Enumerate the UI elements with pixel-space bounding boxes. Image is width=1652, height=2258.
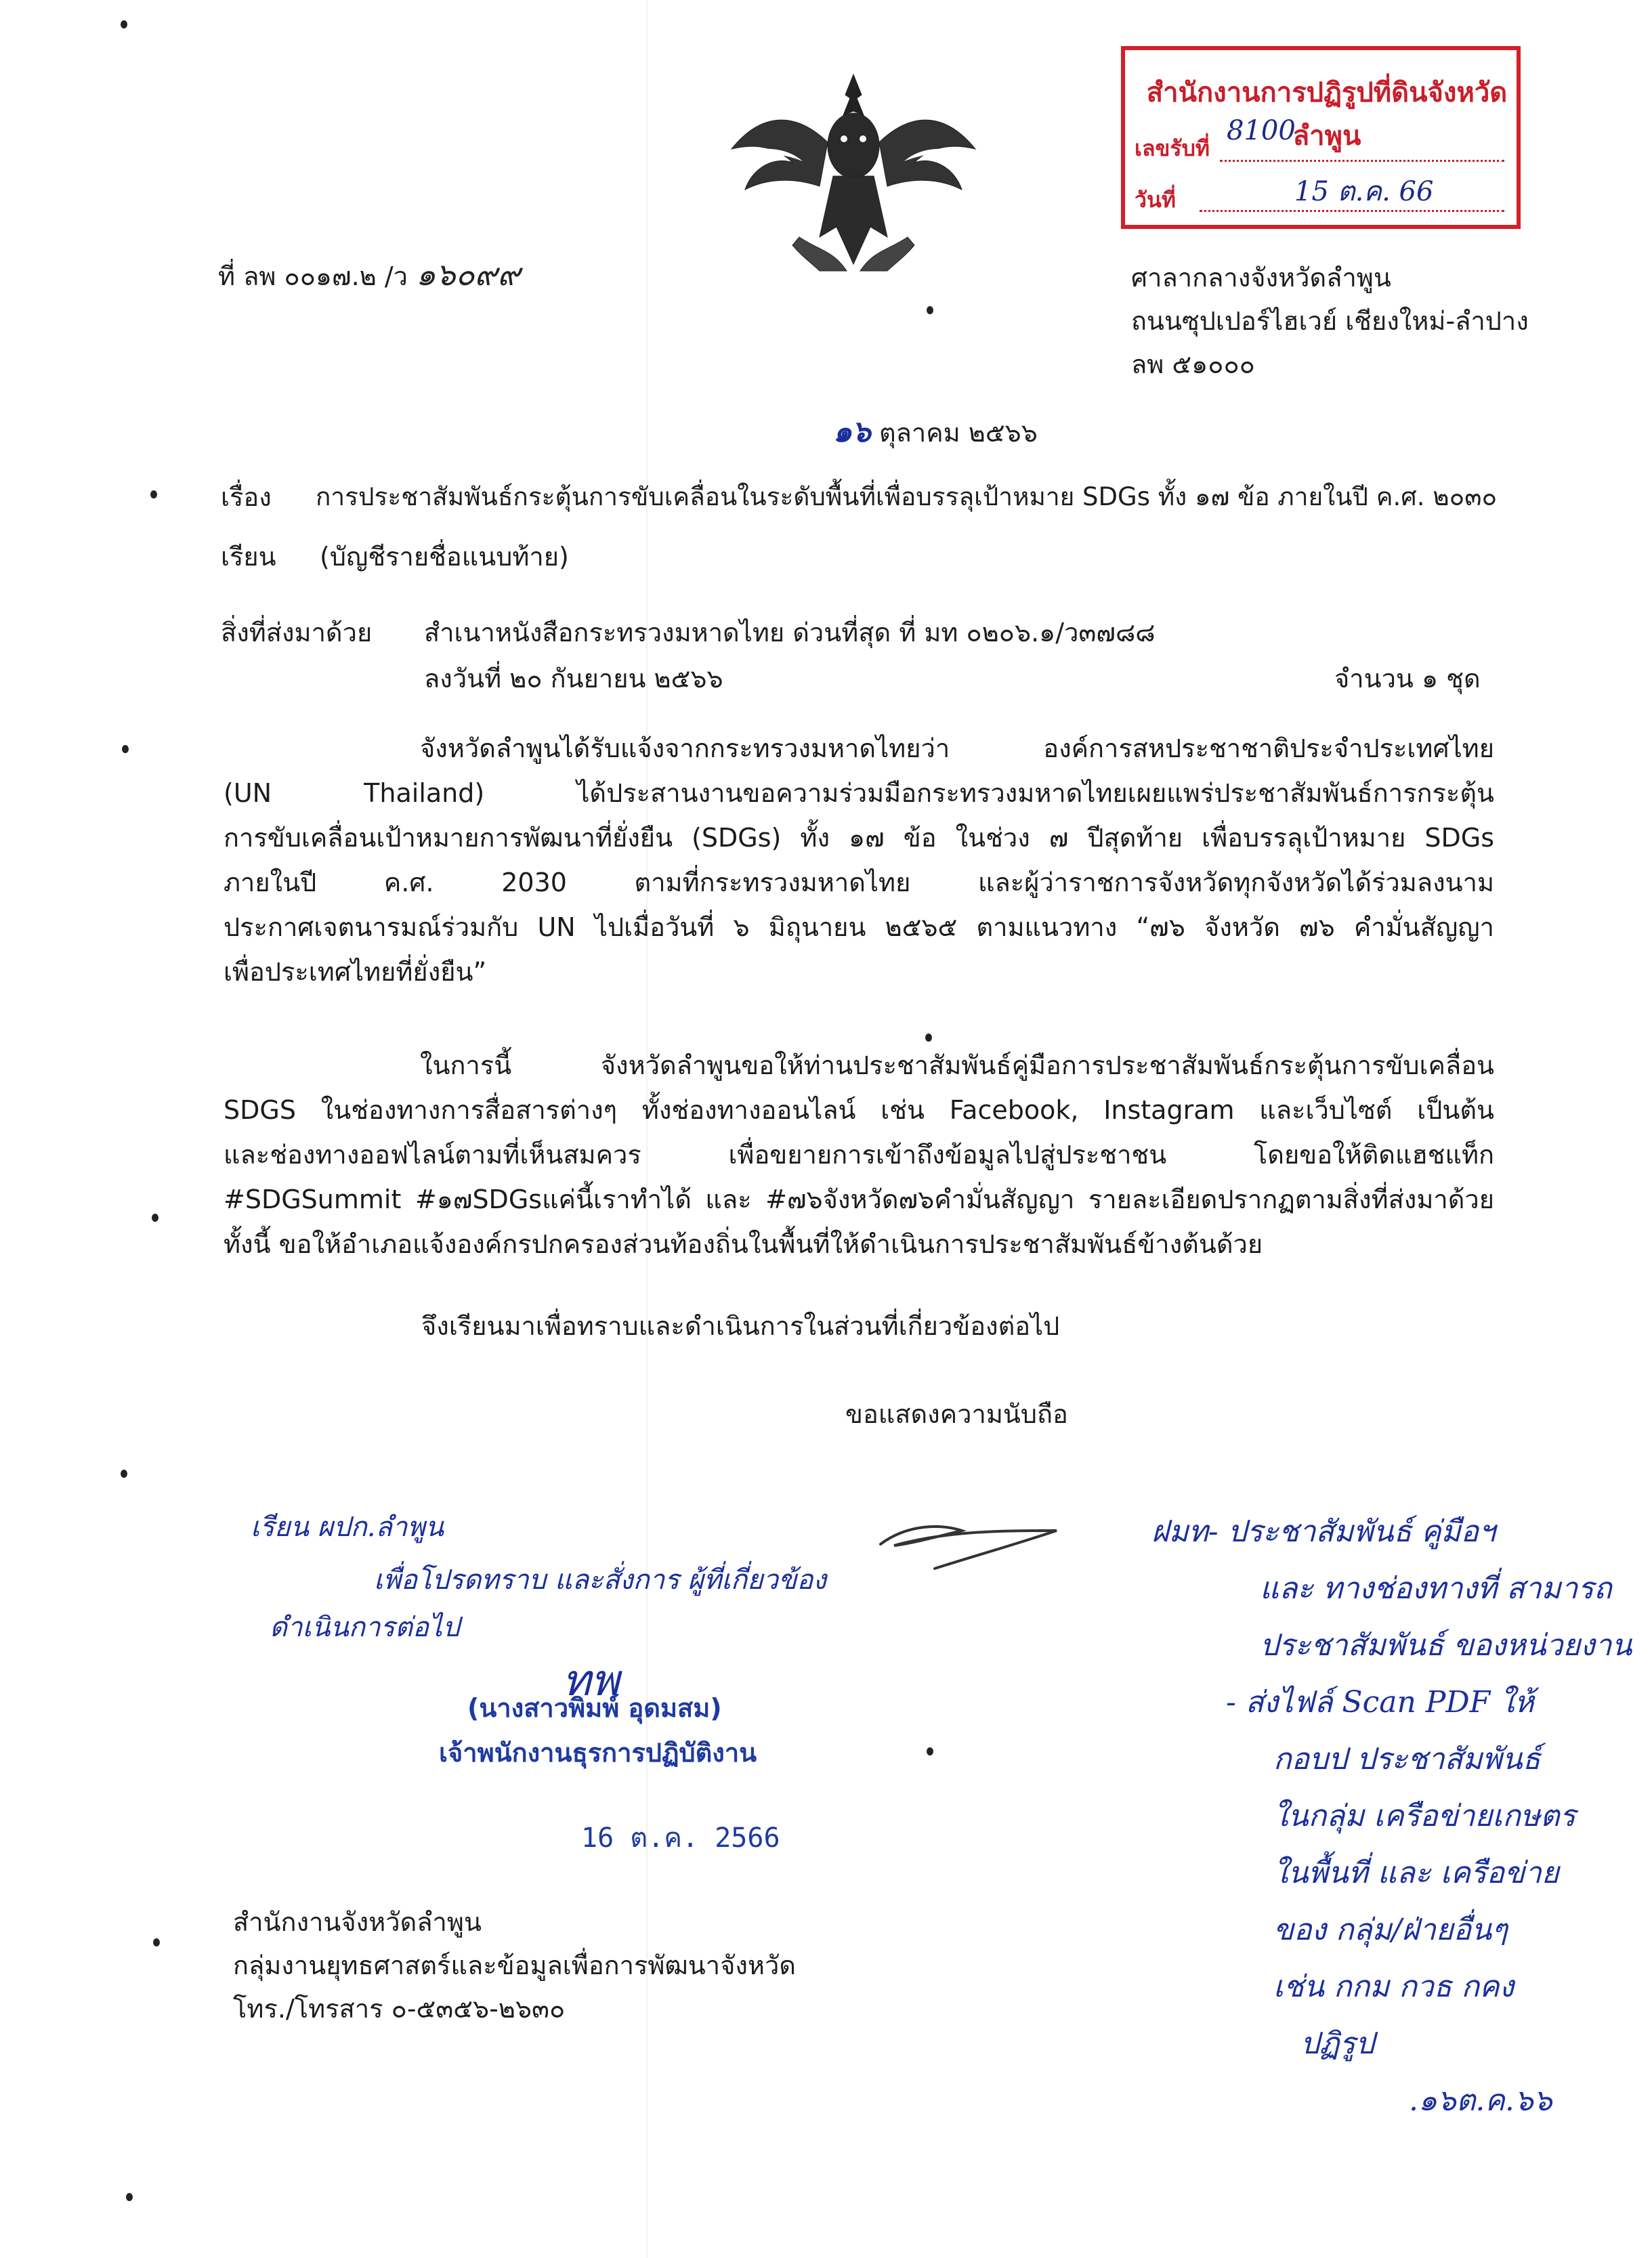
paragraph-2-line: ทั้งนี้ ขอให้อำเภอแจ้งองค์กรปกครองส่วนท้องถิ่นในพื้นที่ให้ดำเนินการประชาสัมพันธ์ข้างต้นด้วย	[224, 1229, 1263, 1259]
enclosure-label: สิ่งที่ส่งมาด้วย	[221, 618, 373, 647]
signatory-position: เจ้าพนักงานธุรการปฏิบัติงาน	[439, 1738, 757, 1768]
paragraph-2-line: #SDGSummit #๑๗SDGsแค่นี้เราทำได้ และ #๗๖จังหวัด๗๖คำมั่นสัญญา รายละเอียดปรากฏตามสิ่งที่ส่งมาด้วย	[224, 1185, 1494, 1214]
handwritten-instruction-line: เช่น กกม กวธ กคง	[1273, 1969, 1514, 2004]
recipient-text: (บัญชีรายชื่อแนบท้าย)	[320, 542, 569, 572]
reception-stamp	[1121, 46, 1521, 229]
reference-number-line	[218, 256, 520, 293]
address-line-2: ถนนซุปเปอร์ไฮเวย์ เชียงใหม่-ลำปาง	[1131, 306, 1529, 336]
address-line-3: ลพ ๕๑๐๐๐	[1131, 349, 1255, 379]
document-date-day: ๑๖	[833, 414, 871, 449]
stamp-title: สำนักงานการปฏิรูปที่ดินจังหวัดลำพูน	[1146, 77, 1508, 152]
paragraph-1-line: จังหวัดลำพูนได้รับแจ้งจากกระทรวงมหาดไทยว่า องค์การสหประชาชาติประจำประเทศไทย	[420, 733, 1494, 763]
reference-number: ๑๖๐๙๙	[416, 256, 520, 293]
paragraph-1-line: เพื่อประเทศไทยที่ยั่งยืน”	[224, 957, 487, 987]
paragraph-1-line: ประกาศเจตนารมณ์ร่วมกับ UN ไปเมื่อวันที่ ๖ มิถุนายน ๒๕๖๕ ตามแนวทาง “๗๖ จังหวัด ๗๖ คำมั่นสัญญา	[224, 912, 1495, 942]
scan-speck	[126, 2193, 133, 2201]
paragraph-2-line: และช่องทางออฟไลน์ตามที่เห็นสมควร เพื่อขยายการเข้าถึงข้อมูลไปสู่ประชาชน โดยขอให้ติดแฮชแท็ก	[224, 1140, 1494, 1170]
subject-text: การประชาสัมพันธ์กระตุ้นการขับเคลื่อนในระดับพื้นที่เพื่อบรรลุเป้าหมาย SDGs ทั้ง ๑๗ ข้อ ภายในปี ค.ศ. ๒๐๓๐	[316, 482, 1498, 511]
scan-speck	[122, 745, 129, 753]
signatory-name: (นางสาวพิมพ์ อุดมสม)	[467, 1693, 722, 1723]
paragraph-1-line: ภายในปี ค.ศ. 2030 ตามที่กระทรวงมหาดไทย และผู้ว่าราชการจังหวัดทุกจังหวัดได้ร่วมลงนาม	[224, 868, 1494, 897]
footer-phone: โทร./โทรสาร ๐-๕๓๕๖-๒๖๓๐	[233, 1994, 566, 2024]
document-date	[833, 414, 1038, 450]
document-date-month-year: ตุลาคม ๒๕๖๖	[878, 418, 1038, 448]
scan-speck	[927, 1747, 933, 1755]
paragraph-1-line: (UN Thailand) ได้ประสานงานขอความร่วมมือกระทรวงมหาดไทยเผยแพร่ประชาสัมพันธ์การกระตุ้น	[224, 778, 1494, 808]
body-paragraph-2	[224, 1043, 1494, 1266]
footer-office: สำนักงานจังหวัดลำพูน	[233, 1907, 482, 1937]
handwritten-instruction-line: ประชาสัมพันธ์ ของหน่วยงาน	[1260, 1628, 1632, 1663]
handwritten-instruction-line: ของ กลุ่ม/ฝ่ายอื่นๆ	[1273, 1913, 1508, 1947]
handwritten-instruction-line: ในพื้นที่ และ เครือข่าย	[1273, 1856, 1559, 1890]
scan-speck	[121, 20, 127, 28]
handwritten-instructions	[1151, 1504, 1632, 2129]
stamp-receive-label: เลขรับที่	[1135, 135, 1210, 161]
handwritten-note-line-2: เพื่อโปรดทราบ และสั่งการ ผู้ที่เกี่ยวข้อง	[374, 1564, 826, 1596]
garuda-emblem	[718, 68, 989, 284]
handwritten-instruction-line: - ส่งไฟล์ Scan PDF ให้	[1226, 1685, 1534, 1720]
paragraph-2-line: ในการนี้ จังหวัดลำพูนขอให้ท่านประชาสัมพันธ์คู่มือการประชาสัมพันธ์กระตุ้นการขับเคลื่อน	[420, 1050, 1494, 1080]
handwritten-instruction-line: ฝมท- ประชาสัมพันธ์ คู่มือฯ	[1151, 1514, 1496, 1549]
handwritten-note-line-3: ดำเนินการต่อไป	[270, 1612, 460, 1643]
scan-speck	[150, 490, 157, 498]
enclosure-line-1: สำเนาหนังสือกระทรวงมหาดไทย ด่วนที่สุด ที่ มท ๐๒๐๖.๑/ว๓๗๘๘	[424, 618, 1156, 647]
footer-division: กลุ่มงานยุทธศาสตร์และข้อมูลเพื่อการพัฒนาจังหวัด	[233, 1951, 796, 1980]
handwritten-instruction-line: ปฏิรูป	[1300, 2026, 1375, 2061]
stamp-date-label: วันที่	[1135, 187, 1176, 213]
scan-speck	[153, 1938, 160, 1946]
recipient-label: เรียน	[221, 542, 276, 572]
stamp-receive-number: 8100	[1227, 115, 1296, 146]
address-line-1: ศาลากลางจังหวัดลำพูน	[1131, 263, 1391, 293]
handwritten-instruction-line: กอบป ประชาสัมพันธ์	[1273, 1742, 1541, 1776]
stamp-receive-line	[1220, 160, 1504, 162]
stamp-date-value: 15 ต.ค. 66	[1294, 176, 1434, 207]
handwritten-initials: ทพ	[562, 1656, 620, 1706]
closing-phrase: ขอแสดงความนับถือ	[845, 1399, 1068, 1429]
scan-speck	[927, 306, 933, 314]
paragraph-2-line: SDGS ในช่องทางการสื่อสารต่างๆ ทั้งช่องทางออนไลน์ เช่น Facebook, Instagram และเว็บไซต์ เป็นต้น	[224, 1095, 1494, 1125]
subject-label: เรื่อง	[221, 482, 272, 512]
received-date-stamp: 16 ต.ค. 2566	[581, 1823, 780, 1854]
scan-speck	[121, 1470, 127, 1478]
handwritten-instruction-line: .๑๖ต.ค.๖๖	[1409, 2083, 1552, 2118]
handwritten-note-line-1: เรียน ผปก.ลำพูน	[251, 1512, 444, 1543]
paragraph-1-line: การขับเคลื่อนเป้าหมายการพัฒนาที่ยั่งยืน (SDGs) ทั้ง ๑๗ ข้อ ในช่วง ๗ ปีสุดท้าย เพื่อบรรลุเป้าหมาย SDGs	[224, 823, 1494, 853]
enclosure-line-2: ลงวันที่ ๒๐ กันยายน ๒๕๖๖	[424, 664, 723, 694]
reference-prefix: ที่ ลพ ๐๐๑๗.๒ /ว	[218, 261, 408, 291]
handwritten-instruction-line: ในกลุ่ม เครือข่ายเกษตร	[1273, 1799, 1576, 1833]
scan-speck	[152, 1214, 158, 1222]
body-paragraph-1	[224, 726, 1494, 994]
body-paragraph-3: จึงเรียนมาเพื่อทราบและดำเนินการในส่วนที่เกี่ยวข้องต่อไป	[421, 1311, 1060, 1341]
scan-speck	[925, 1034, 932, 1042]
signature-scribble	[867, 1504, 1084, 1585]
handwritten-instruction-line: และ ทางช่องทางที่ สามารถ	[1260, 1571, 1612, 1606]
enclosure-quantity: จำนวน ๑ ชุด	[1334, 664, 1481, 694]
stamp-date-line	[1200, 210, 1504, 212]
